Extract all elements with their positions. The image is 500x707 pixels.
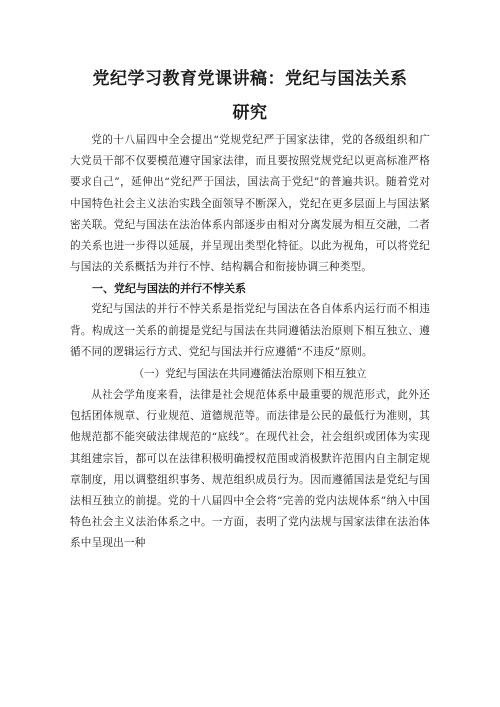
section-1-paragraph: 党纪与国法的并行不悖关系是指党纪与国法在各自体系内运行而不相违背。构成这一关系的前提是党纪与国法在共同遵循法治原则下相互独立、遵循不同的逻辑运行方式、党纪与国法并行应遵循“不违反”原则。 (70, 303, 430, 358)
subsection-1-paragraph: 从社会学角度来看，法律是社会规范体系中最重要的规范形式，此外还包括团体规章、行业规范、道德规范等。而法律是公民的最低行为准则，其他规范都不能突破法律规范的“底线”。在现代社会，社会组织或团体为实现其组建宗旨，都可以在法律积极明确授权范围或消极默许范围内自主制定规章制度，用以调整组织事务、规范组织成员行为。因而遵循国法是党纪与国法相互独立的前提。党的十八届四中全会将“完善的党内法规体系”纳入中国特色社会主义法治体系之中。一方面，表明了党内法规与国家法律在法治体系中呈现出一种 (70, 389, 430, 550)
section-1-heading: 一、党纪与国法的并行不悖关系 (92, 282, 246, 296)
title-line-2: 研究 (232, 103, 268, 123)
intro-paragraph: 党的十八届四中全会提出“党规党纪严于国家法律，党的各级组织和广大党员干部不仅要模范遵守国家法律，而且要按照党规党纪以更高标准严格要求自己”，延伸出“党纪严于国法，国法高于党纪”的普遍共识。随着党对中国特色社会主义法治实践全面领导不断深入，党纪在更多层面上与国法紧密关联。党纪与国法在法治体系内部逐步由相对分离发展为相互交融，二者的关系也进一步得以延展，并呈现出类型化特征。以此为视角，可以将党纪与国法的关系概括为并行不悖、结构耦合和衔接协调三种类型。 (70, 134, 430, 274)
title-line-1: 党纪学习教育党课讲稿：党纪与国法关系 (92, 69, 408, 89)
document-title (70, 62, 430, 130)
subsection-1-heading: （一）党纪与国法在共同遵循法治原则下相互独立 (133, 368, 367, 381)
